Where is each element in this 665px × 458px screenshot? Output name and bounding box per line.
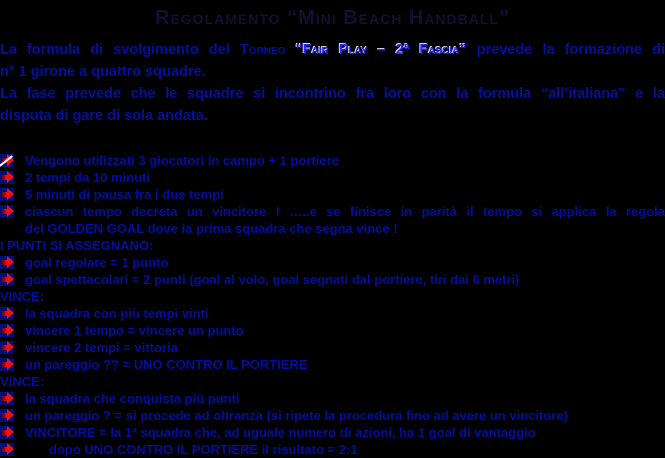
red-arrow-right-icon	[0, 307, 14, 320]
red-arrow-right-icon	[0, 205, 14, 218]
rule-text: goal spettacolari = 2 punti (goal al volo, goal segnati dal portiere, tiri dai 6 metri)	[25, 272, 520, 287]
red-arrow-right-icon	[0, 426, 14, 439]
rule-text: goal regolare = 1 punto	[25, 255, 169, 270]
tournament-name: “Fair Play – 2ª Fascia”	[295, 42, 467, 58]
intro-paragraph	[0, 39, 665, 127]
rule-row	[0, 339, 665, 356]
rule-text-line-2: del GOLDEN GOAL dove la prima squadra che segna vince !	[25, 221, 398, 236]
section-heading-vince-1: VINCE:	[0, 289, 45, 304]
arrow-head	[7, 341, 14, 353]
red-arrow-right-icon	[0, 409, 14, 422]
red-arrow-right-icon	[0, 273, 14, 286]
rule-row	[0, 322, 665, 339]
rule-text: vincere 2 tempi = vittoria	[25, 340, 178, 355]
arrow-head	[7, 256, 14, 268]
arrow-head	[7, 392, 14, 404]
intro-line-3: La fase prevede che le squadre si incontrino fra loro con la formula “all’italiana” e la	[0, 86, 665, 102]
rule-row	[0, 203, 665, 237]
rule-text: un pareggio ? = si procede ad oltranza (si ripete la procedura fino ad avere un vincitore)	[25, 408, 568, 423]
arrow-head	[7, 188, 14, 200]
rule-text: 2 tempi da 10 minuti	[25, 170, 150, 185]
rule-text: 5 minuti di pausa fra i due tempi	[25, 187, 224, 202]
intro-line-4: disputa di gare di sola andata.	[0, 108, 208, 124]
red-arrow-right-icon	[0, 358, 14, 371]
intro-line-1	[0, 39, 665, 61]
red-arrow-right-icon	[0, 392, 14, 405]
arrow-head	[7, 358, 14, 370]
arrow-head	[7, 205, 14, 217]
rule-row	[0, 254, 665, 271]
red-arrow-right-icon	[0, 443, 14, 456]
rule-text-line-1: ciascun tempo decreta un vincitore ! …..e se finisce in parità il tempo si applica la regola	[25, 204, 665, 219]
rule-text: VINCITORE = la 1ª squadra che, ad uguale numero di azioni, ha 1 goal di vantaggio	[25, 425, 536, 440]
rule-row	[0, 152, 665, 169]
rule-row	[0, 271, 665, 288]
arrow-head	[7, 443, 14, 455]
section-heading-vince-2: VINCE:	[0, 374, 45, 389]
red-arrow-right-icon	[0, 341, 14, 354]
torneo-label: Torneo	[239, 42, 296, 58]
rule-text: dopo UNO CONTRO IL PORTIERE il risultato = 2:1	[49, 442, 358, 457]
rule-text: la squadra con più tempi vinti	[25, 306, 209, 321]
rules-list	[0, 152, 665, 458]
page-title	[0, 0, 665, 31]
section-heading-punti: I PUNTI SI ASSEGNANO:	[0, 238, 154, 253]
red-arrow-right-icon	[0, 324, 14, 337]
rule-text: un pareggio ?? = UNO CONTRO IL PORTIERE	[25, 357, 308, 372]
rule-row	[0, 441, 665, 458]
rule-row	[0, 407, 665, 424]
rule-text: la squadra che conquista più punti	[25, 391, 240, 406]
arrow-head	[7, 171, 14, 183]
rule-row	[0, 424, 665, 441]
intro-line-1-post: prevede la formazione di	[466, 42, 665, 58]
arrow-head	[7, 273, 14, 285]
arrow-head	[7, 307, 14, 319]
red-arrow-right-icon	[0, 171, 14, 184]
arrow-head	[7, 324, 14, 336]
rule-row	[0, 390, 665, 407]
arrow-head	[7, 426, 14, 438]
red-arrow-right-icon	[0, 188, 14, 201]
page-title-text: Regolamento “Mini Beach Handball”	[155, 7, 510, 29]
rule-text	[25, 203, 665, 237]
intro-line-1-pre: La formula di svolgimento del	[0, 42, 240, 58]
rule-text: Vengono utilizzati 3 giocatori in campo + 1 portiere	[25, 153, 339, 168]
arrow-head	[7, 409, 14, 421]
rule-row	[0, 356, 665, 373]
red-arrow-right-icon	[0, 154, 14, 167]
rule-text: vincere 1 tempo = vincere un punto	[25, 323, 244, 338]
rule-row	[0, 186, 665, 203]
intro-line-2: n° 1 girone a quattro squadre.	[0, 64, 206, 80]
red-arrow-right-icon	[0, 256, 14, 269]
rule-row	[0, 169, 665, 186]
rule-row	[0, 305, 665, 322]
